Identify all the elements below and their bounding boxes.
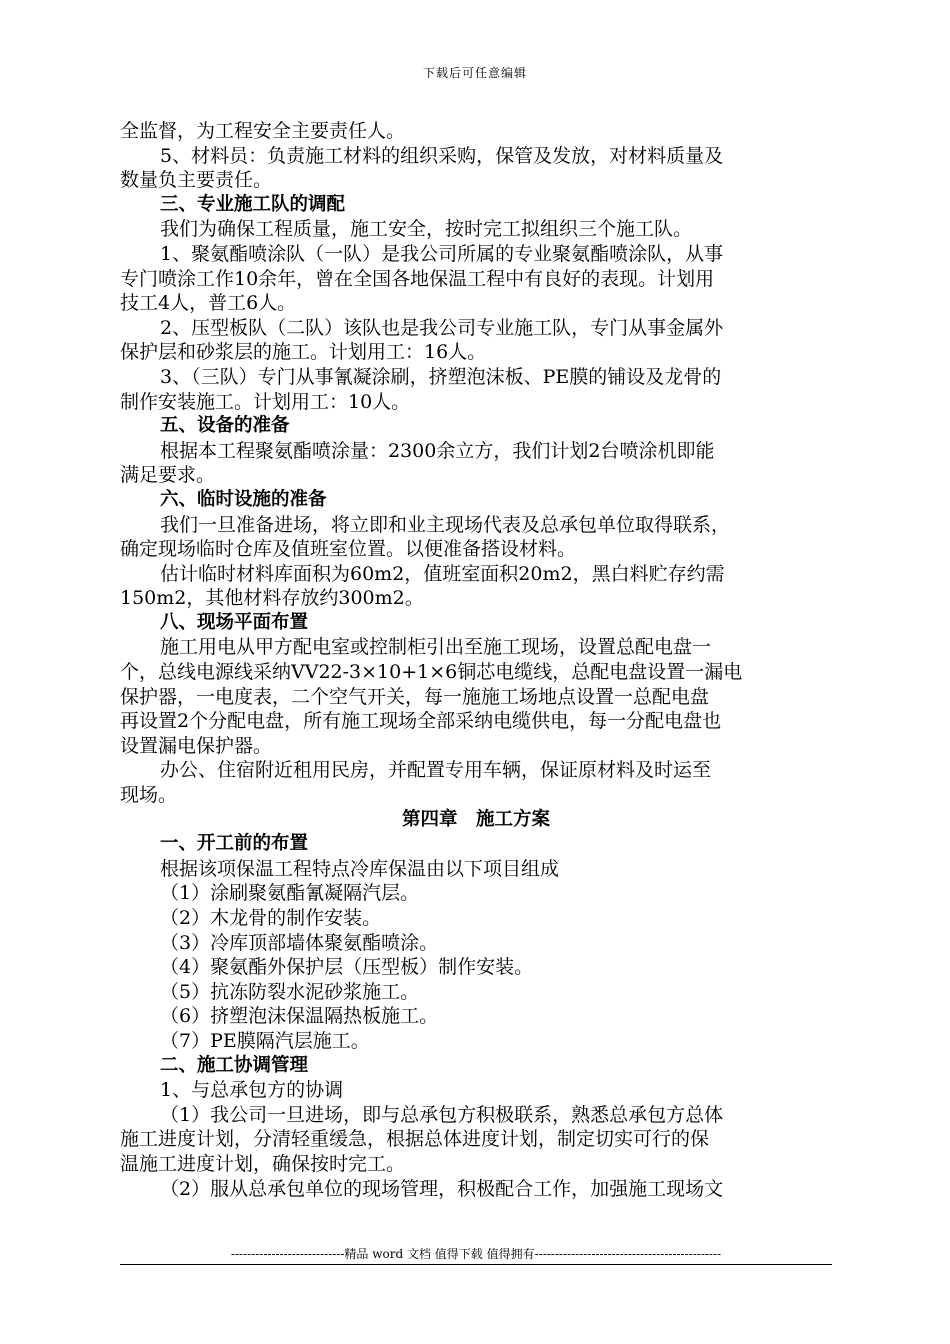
text-line: 设置漏电保护器。 [120,734,273,757]
text-line: （2）服从总承包单位的现场管理，积极配合工作，加强施工现场文 [160,1177,724,1200]
text-line: 根据本工程聚氨酯喷涂量：2300余立方，我们计划2台喷涂机即能 [160,439,715,462]
text-line: 150m2，其他材料存放约300m2。 [120,587,424,610]
text-line: 数量负主要责任。 [120,169,273,192]
text-line: 估计临时材料库面积为60m2，值班室面积20m2，黑白料贮存约需 [160,562,725,585]
text-line: （6）挤塑泡沫保温隔热板施工。 [160,1005,439,1028]
document-body [120,119,832,1201]
text-line: 温施工进度计划，确保按时完工。 [120,1152,406,1175]
section-heading: 一、开工前的布置 [160,833,309,855]
text-line: 根据该项保温工程特点冷库保温由以下项目组成 [160,857,560,880]
section-heading: 八、现场平面布置 [160,611,309,633]
text-line: 满足要求。 [120,464,216,487]
section-heading: 三、专业施工队的调配 [160,193,346,215]
text-line: 确定现场临时仓库及值班室位置。以便准备搭设材料。 [120,538,577,561]
text-line: 我们一旦准备进场，将立即和业主现场代表及总承包单位取得联系， [160,513,731,536]
text-line: 1、与总承包方的协调 [160,1079,344,1102]
text-line: （1）涂刷聚氨酯氰凝隔汽层。 [160,882,420,905]
page-footer: ----------------------------精品 word 文档 值得下载 值得拥有---------------------------------------------- [230,1247,722,1261]
text-line: 技工4人，普工6人。 [120,292,297,315]
text-line: （7）PE膜隔汽层施工。 [160,1029,370,1052]
text-line: 个，总线电源线采纳VV22-3×10+1×6铜芯电缆线，总配电盘设置一漏电 [120,661,743,684]
text-line: 3、（三队）专门从事氰凝涂刷，挤塑泡沫板、PE膜的铺设及龙骨的 [160,365,722,388]
text-line: （3）冷库顶部墙体聚氨酯喷涂。 [160,931,439,954]
text-line: 1、聚氨酯喷涂队（一队）是我公司所属的专业聚氨酯喷涂队，从事 [160,242,724,265]
text-line: 保护层和砂浆层的施工。计划用工：16人。 [120,341,487,364]
text-line: 保护器，一电度表，二个空气开关，每一施施工场地点设置一总配电盘 [120,685,710,708]
text-line: （4）聚氨酯外保护层（压型板）制作安装。 [160,956,534,979]
text-line: 施工进度计划，分清轻重缓急，根据总体进度计划，制定切实可行的保 [120,1128,710,1151]
page-header: 下载后可任意编辑 [422,66,527,80]
footer-rule [120,1264,832,1265]
section-heading: 五、设备的准备 [160,415,290,437]
section-heading: 二、施工协调管理 [160,1054,309,1076]
text-line: 全监督，为工程安全主要责任人。 [120,120,406,142]
text-line: （1）我公司一旦进场，即与总承包方积极联系，熟悉总承包方总体 [160,1103,724,1126]
text-line: 2、压型板队（二队）该队也是我公司专业施工队，专门从事金属外 [160,316,724,339]
section-heading: 六、临时设施的准备 [160,488,327,510]
text-line: 制作安装施工。计划用工：10人。 [120,390,411,413]
text-line: 5、材料员：负责施工材料的组织采购，保管及发放，对材料质量及 [160,144,724,167]
text-line: 再设置2个分配电盘，所有施工现场全部采纳电缆供电，每一分配电盘也 [120,710,722,733]
text-line: （2）木龙骨的制作安装。 [160,907,382,929]
text-line: 我们为确保工程质量，施工安全，按时完工拟组织三个施工队。 [160,218,693,241]
chapter-title: 第四章 施工方案 [401,808,550,830]
text-line: 现场。 [120,784,178,807]
text-line: 专门喷涂工作10余年，曾在全国各地保温工程中有良好的表现。计划用 [120,267,715,290]
text-line: 施工用电从甲方配电室或控制柜引出至施工现场，设置总配电盘一 [160,636,712,659]
text-line: （5）抗冻防裂水泥砂浆施工。 [160,980,420,1003]
text-line: 办公、住宿附近租用民房，并配置专用车辆，保证原材料及时运至 [160,759,712,782]
